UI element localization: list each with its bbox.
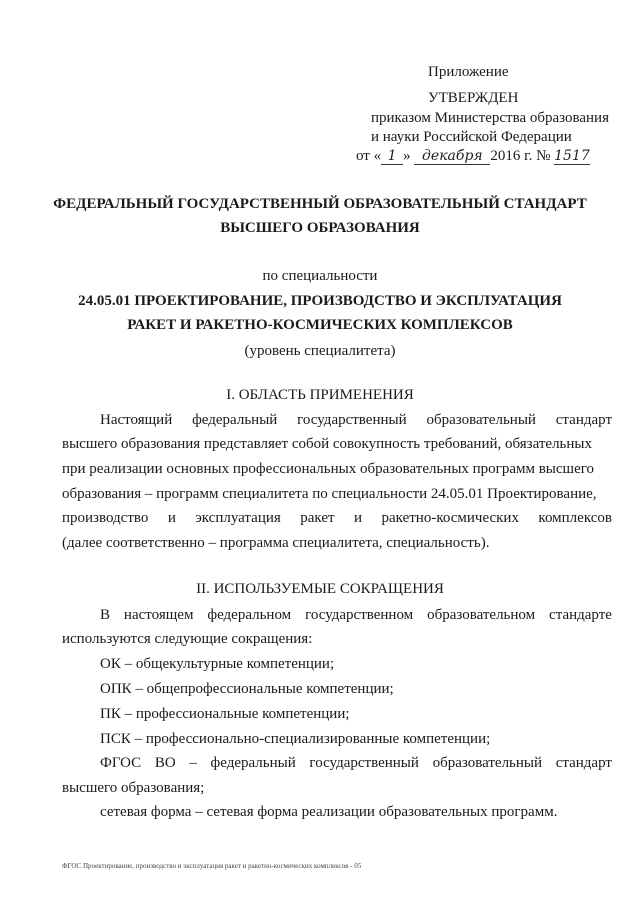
word: настоящем — [123, 607, 194, 623]
word: эксплуатация — [195, 510, 281, 526]
word: ФГОС — [100, 755, 142, 771]
abbrev-network: сетевая форма – сетевая форма реализации образовательных программ. — [100, 804, 558, 820]
standard-title-line-2: ВЫСШЕГО ОБРАЗОВАНИЯ — [220, 220, 420, 236]
word: Настоящий — [100, 412, 173, 428]
word: ракетно-космических — [381, 510, 519, 526]
abbrev-fgos-line-2: высшего образования; — [62, 780, 205, 796]
section-1-line-5 — [62, 510, 612, 527]
word: – — [189, 755, 197, 771]
word: образовательный — [426, 412, 536, 428]
order-number: 1517 — [554, 148, 590, 164]
word: государственный — [297, 412, 407, 428]
specialty-line-2: РАКЕТ И РАКЕТНО-КОСМИЧЕСКИХ КОМПЛЕКСОВ — [127, 317, 513, 333]
section-1-line-2: высшего образования представляет собой совокупность требований, обязательных — [62, 436, 592, 452]
word: ВО — [154, 755, 176, 771]
appendix-label: Приложение — [428, 64, 509, 80]
section-2-heading: II. ИСПОЛЬЗУЕМЫЕ СОКРАЩЕНИЯ — [196, 581, 444, 597]
date-day: 1 — [381, 148, 403, 165]
abbrev-psk: ПСК – профессионально-специализированные компетенции; — [100, 731, 491, 747]
word: государственный — [309, 755, 419, 771]
standard-title-line-1: ФЕДЕРАЛЬНЫЙ ГОСУДАРСТВЕННЫЙ ОБРАЗОВАТЕЛЬНЫЙ СТАНДАРТ — [53, 196, 587, 212]
section-1-line-3: при реализации основных профессиональных образовательных программ высшего — [62, 461, 595, 477]
date-month: декабря — [414, 148, 490, 165]
specialty-line-1: 24.05.01 ПРОЕКТИРОВАНИЕ, ПРОИЗВОДСТВО И ЭКСПЛУАТАЦИЯ — [78, 293, 562, 309]
section-2-intro-line-1 — [100, 607, 612, 624]
word: стандарте — [549, 607, 612, 623]
word: комплексов — [538, 510, 612, 526]
date-mid: » — [403, 148, 411, 164]
word: стандарт — [555, 755, 612, 771]
word: производство — [62, 510, 149, 526]
word: стандарт — [555, 412, 612, 428]
date-prefix: от « — [356, 148, 382, 164]
word: В — [100, 607, 111, 623]
section-1-line-4: образования – программ специалитета по специальности 24.05.01 Проектирование, — [62, 486, 597, 502]
specialty-level: (уровень специалитета) — [244, 343, 396, 359]
specialty-prefix: по специальности — [262, 268, 378, 284]
section-2-intro-line-2: используются следующие сокращения: — [62, 631, 313, 647]
word: федеральный — [210, 755, 296, 771]
order-line-1: приказом Министерства образования — [371, 110, 609, 126]
order-line-2: и науки Российской Федерации — [371, 129, 572, 145]
word: ракет — [300, 510, 335, 526]
section-1-line-6: (далее соответственно – программа специалитета, специальность). — [62, 535, 490, 551]
abbrev-fgos-line-1 — [100, 755, 612, 772]
word: образовательном — [427, 607, 536, 623]
page-footer: ФГОС Проектирование, производство и эксплуатация ракет и ракетно-космических комплексов - 05 — [62, 862, 362, 870]
word: и — [354, 510, 363, 526]
word: образовательный — [432, 755, 543, 771]
word: федеральном — [207, 607, 292, 623]
section-1-line-1 — [100, 412, 612, 429]
abbrev-opk: ОПК – общепрофессиональные компетенции; — [100, 681, 394, 697]
abbrev-ok: ОК – общекультурные компетенции; — [100, 656, 335, 672]
order-date-line — [356, 148, 590, 165]
approved-label: УТВЕРЖДЕН — [428, 90, 519, 106]
date-year: 2016 г. № — [490, 148, 551, 164]
word: федеральный — [192, 412, 278, 428]
abbrev-pk: ПК – профессиональные компетенции; — [100, 706, 350, 722]
word: и — [167, 510, 176, 526]
word: государственном — [305, 607, 414, 623]
section-1-heading: I. ОБЛАСТЬ ПРИМЕНЕНИЯ — [226, 387, 414, 403]
